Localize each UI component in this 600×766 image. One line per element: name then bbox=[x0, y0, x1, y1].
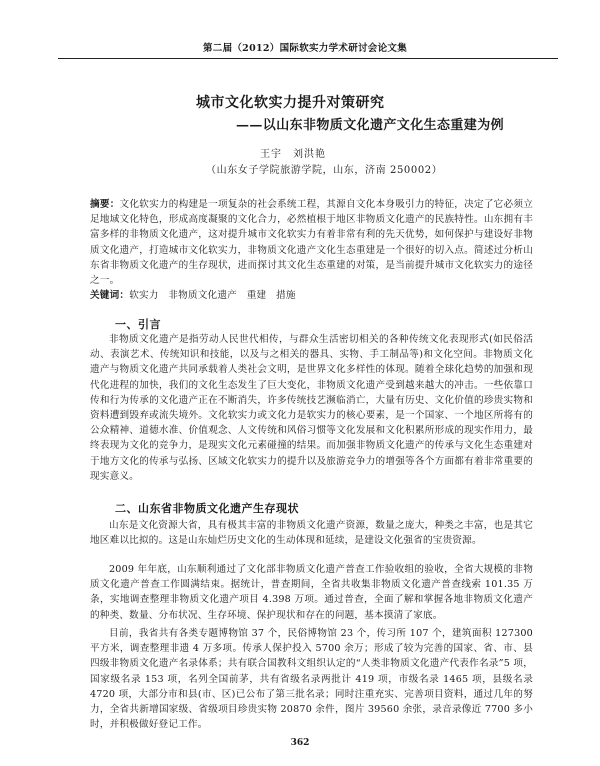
section-paragraph: 目前，我省共有各类专题博物馆 37 个，民俗博物馆 23 个，传习所 107 个，建筑面积 127300 平方米，调查整理非遗 4 万多项。传承人保护投入 5700 余万；形成了较为完善的国家、省、市、县四级非物质文化遗产名录体系；共有联合国教科文组织认定的“人类非物质文化遗产代表作名录”5 项，国家级名录 153 项，名列全国前茅，共有省级名录两批计 419 项，市级名录 1465 项，县级名录 4720 项，大部分市和县(市、区)已公布了第三批名录；同时注重充实、完善项目资料，通过几年的努力，全省共新增国家级、省级项目珍贵实物 20870 余件，图片 39560 余张，录音录像近 7700 多小时，并积极做好登记工作。 bbox=[90, 628, 533, 731]
header-rule bbox=[58, 58, 558, 59]
keywords bbox=[90, 288, 533, 303]
page-number: 362 bbox=[290, 738, 310, 748]
paper-authors: 王宇 刘洪艳 bbox=[260, 149, 326, 160]
section-paragraph: 山东是文化资源大省，具有极其丰富的非物质文化遗产资源，数量之庞大，种类之丰富，也是其它地区难以比拟的。这是山东灿烂历史文化的生动体现和延续，是建设文化强省的宝贵资源。 bbox=[90, 520, 533, 547]
abstract-label: 摘要： bbox=[90, 199, 120, 210]
section-paragraph: 非物质文化遗产是指劳动人民世代相传，与群众生活密切相关的各种传统文化表现形式(如民俗活动、表演艺术、传统知识和技能，以及与之相关的器具、实物、手工制品等)和文化空间。非物质文化遗产与物质文化遗产共同承载着人类社会文明，是世界文化多样性的体现。随着全球化趋势的加强和现代化进程的加快，我们的文化生态发生了巨大变化，非物质文化遗产受到越来越大的冲击。一些依靠口传和行为传承的文化遗产正在不断消失，许多传统技艺濒临消亡，大量有历史、文化价值的珍贵实物和资料遭到毁弃或流失境外。文化软实力或文化力是软实力的核心要素，是一个国家、一个地区所将有的公众精神、道德水准、价值观念、人文传统和风俗习惯等文化发展和文化积累所形成的现实作用力，最终表现为文化的竞争力，是现实文化元素碰撞的结果。而加强非物质文化遗产的传承与文化生态重建对于地方文化的传承与弘扬、区域文化软实力的提升以及旅游竞争力的增强等各个方面都有着非常重要的现实意义。 bbox=[90, 334, 533, 482]
section-paragraph: 2009 年年底，山东顺利通过了文化部非物质文化遗产普查工作验收组的验收，全省大规模的非物质文化遗产普查工作圆满结束。据统计，普查期间，全省共收集非物质文化遗产普查线索 101.35 万条，实地调查整理非物质文化遗产项目 4.398 万项。通过普查，全面了解和掌握各地非物质文化遗产的种类、数量、分布状况、生存环境、保护现状和存在的问题，基本摸清了家底。 bbox=[90, 564, 533, 621]
section-heading-status: 二、山东省非物质文化遗产生存现状 bbox=[115, 502, 299, 515]
abstract bbox=[90, 197, 533, 288]
paper-affiliation: （山东女子学院旅游学院，山东，济南 250002） bbox=[206, 165, 443, 176]
paper-title: 城市文化软实力提升对策研究 bbox=[196, 95, 385, 111]
running-header: 第二届（2012）国际软实力学术研讨会论文集 bbox=[202, 43, 408, 54]
section-heading-introduction: 一、引言 bbox=[115, 318, 161, 331]
keywords-label: 关键词： bbox=[90, 290, 130, 301]
abstract-text: 文化软实力的构建是一项复杂的社会系统工程，其源自文化本身吸引力的特征，决定了它必须立足地域文化特色，形成高度凝聚的文化合力，必然植根于地区非物质文化遗产的民族特性。山东拥有丰富多样的非物质文化遗产，这对提升城市文化软实力有着非常有利的先天优势，如何保护与建设好非物质文化遗产，打造城市文化软实力，非物质文化遗产文化生态重建是一个很好的切入点。简述过分析山东省非物质文化遗产的生存现状，进而探讨其文化生态重建的对策，是当前提升城市文化软实力的途径之一。 bbox=[90, 199, 533, 287]
paper-subtitle: ——以山东非物质文化遗产文化生态重建为例 bbox=[236, 118, 505, 133]
keywords-text: 软实力 非物质文化遗产 重建 措施 bbox=[129, 290, 296, 301]
